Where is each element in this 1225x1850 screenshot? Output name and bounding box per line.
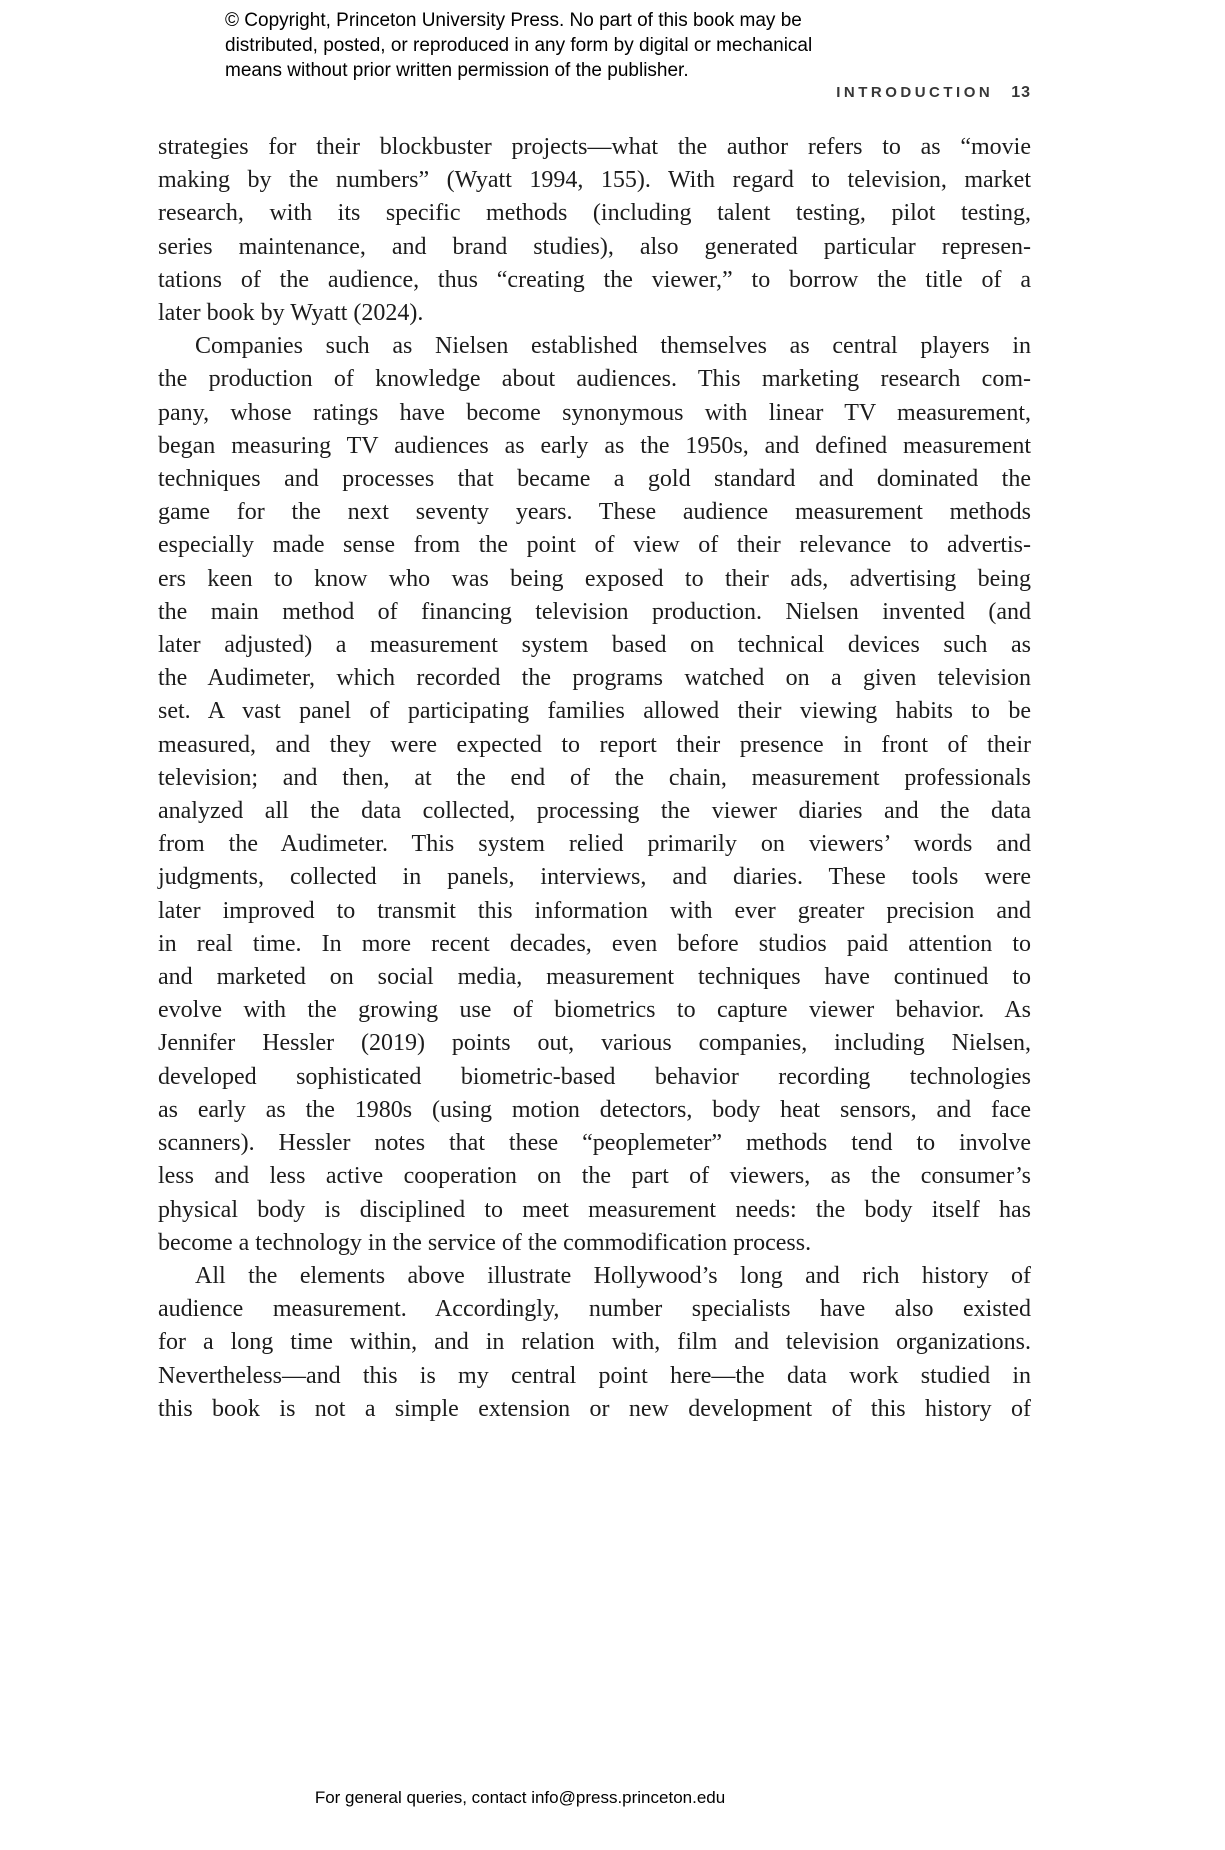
running-head	[158, 84, 1031, 102]
text-line: especially made sense from the point of view of their relevance to advertis-	[158, 532, 1031, 559]
body-text	[158, 131, 1031, 1426]
text-line: less and less active cooperation on the part of viewers, as the consumer’s	[158, 1163, 1031, 1190]
text-line: audience measurement. Accordingly, number specialists have also existed	[158, 1296, 1031, 1323]
copyright-line: © Copyright, Princeton University Press. No part of this book may be	[225, 10, 802, 31]
text-line: physical body is disciplined to meet measurement needs: the body itself has	[158, 1196, 1031, 1223]
text-line: later improved to transmit this information with ever greater precision and	[158, 897, 1031, 924]
text-line: techniques and processes that became a gold standard and dominated the	[158, 466, 1031, 493]
paragraph	[158, 131, 1031, 330]
text-line: television; and then, at the end of the chain, measurement professionals	[158, 764, 1031, 791]
text-line: set. A vast panel of participating families allowed their viewing habits to be	[158, 698, 1031, 725]
paragraph	[158, 330, 1031, 1260]
text-line: tations of the audience, thus “creating the viewer,” to borrow the title of a	[158, 266, 1031, 293]
text-line: Jennifer Hessler (2019) points out, various companies, including Nielsen,	[158, 1030, 1031, 1057]
text-line: in real time. In more recent decades, even before studios paid attention to	[158, 930, 1031, 957]
text-line: making by the numbers” (Wyatt 1994, 155). With regard to television, market	[158, 167, 1031, 194]
text-line: game for the next seventy years. These audience measurement methods	[158, 499, 1031, 526]
text-line: for a long time within, and in relation with, film and television organizations.	[158, 1329, 1031, 1356]
copyright-line: distributed, posted, or reproduced in any form by digital or mechanical	[225, 35, 813, 56]
text-line: become a technology in the service of the commodification process.	[158, 1229, 812, 1256]
text-line: ers keen to know who was being exposed to their ads, advertising being	[158, 565, 1031, 592]
text-line: developed sophisticated biometric-based behavior recording technologies	[158, 1063, 1031, 1090]
text-line: Companies such as Nielsen established themselves as central players in	[195, 333, 1031, 360]
text-line: later adjusted) a measurement system based on technical devices such as	[158, 632, 1031, 659]
text-line: measured, and they were expected to report their presence in front of their	[158, 731, 1031, 758]
text-line: from the Audimeter. This system relied primarily on viewers’ words and	[158, 831, 1031, 858]
text-line: analyzed all the data collected, processing the viewer diaries and the data	[158, 798, 1031, 825]
paragraph	[158, 1260, 1031, 1426]
text-line: series maintenance, and brand studies), also generated particular represen-	[158, 233, 1031, 260]
text-line: pany, whose ratings have become synonymous with linear TV measurement,	[158, 399, 1031, 426]
text-line: All the elements above illustrate Hollywood’s long and rich history of	[195, 1262, 1031, 1289]
text-line: research, with its specific methods (including talent testing, pilot testing,	[158, 200, 1031, 227]
text-line: evolve with the growing use of biometrics to capture viewer behavior. As	[158, 997, 1031, 1024]
footer-queries-note: For general queries, contact info@press.princeton.edu	[314, 1788, 726, 1807]
text-line: strategies for their blockbuster projects—what the author refers to as “movie	[158, 134, 1031, 160]
text-line: and marketed on social media, measurement techniques have continued to	[158, 964, 1031, 991]
text-line: scanners). Hessler notes that these “peoplemeter” methods tend to involve	[158, 1130, 1031, 1157]
text-line: later book by Wyatt (2024).	[158, 300, 424, 327]
text-line: began measuring TV audiences as early as the 1950s, and defined measurement	[158, 432, 1031, 459]
page-number: 13	[1011, 84, 1031, 101]
text-line: the main method of financing television production. Nielsen invented (and	[158, 598, 1031, 625]
text-line: as early as the 1980s (using motion detectors, body heat sensors, and face	[158, 1096, 1031, 1123]
text-line: the Audimeter, which recorded the programs watched on a given television	[158, 665, 1031, 692]
text-line: this book is not a simple extension or new development of this history of	[158, 1395, 1031, 1422]
copyright-line: means without prior written permission of the publisher.	[225, 60, 689, 81]
text-line: the production of knowledge about audiences. This marketing research com-	[158, 366, 1031, 393]
text-line: Nevertheless—and this is my central point here—the data work studied in	[158, 1362, 1031, 1389]
text-line: judgments, collected in panels, interviews, and diaries. These tools were	[158, 864, 1031, 891]
chapter-title: INTRODUCTION	[836, 84, 994, 101]
copyright-notice	[225, 8, 945, 83]
